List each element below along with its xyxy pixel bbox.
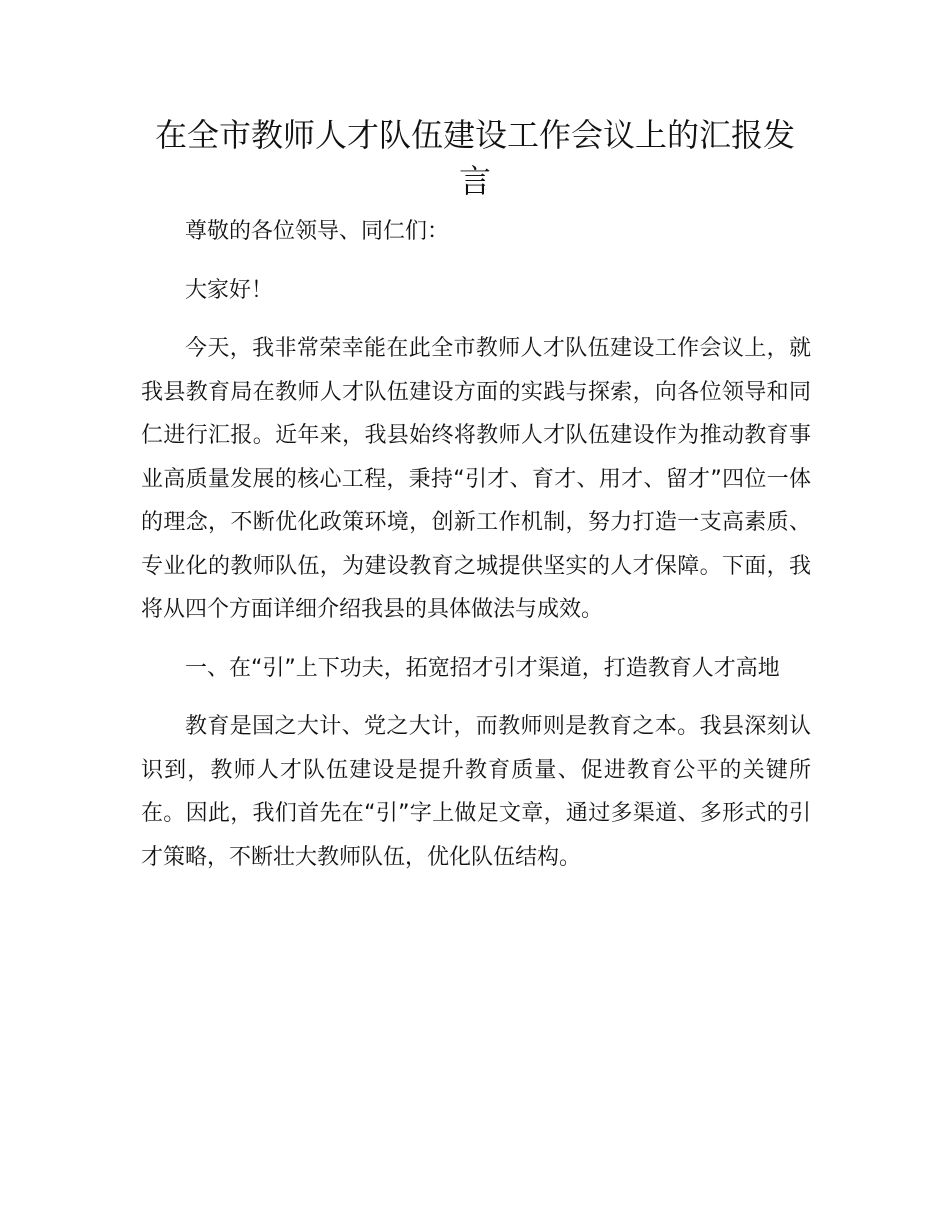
section-1-paragraph: 教育是国之大计、党之大计，而教师则是教育之本。我县深刻认识到，教师人才队伍建设是提升教育质量、促进教育公平的关键所在。因此，我们首先在“引”字上做足文章，通过多渠道、多形式的引才策略，不断壮大教师队伍，优化队伍结构。 — [141, 714, 811, 870]
salutation-paragraph: 尊敬的各位领导、同仁们： — [185, 219, 450, 244]
document-title: 在全市教师人才队伍建设工作会议上的汇报发言 — [154, 116, 795, 200]
greeting-paragraph: 大家好！ — [185, 277, 274, 303]
section-heading-1: 一、在“引”上下功夫，拓宽招才引才渠道，打造教育人才高地 — [185, 655, 780, 681]
intro-paragraph: 今天，我非常荣幸能在此全市教师人才队伍建设工作会议上，就我县教育局在教师人才队伍建设方面的实践与探索，向各位领导和同仁进行汇报。近年来，我县始终将教师人才队伍建设作为推动教育事业高质量发展的核心工程，秉持“引才、育才、用才、留才”四位一体的理念，不断优化政策环境，创新工作机制，努力打造一支高素质、专业化的教师队伍，为建设教育之城提供坚实的人才保障。下面，我将从四个方面详细介绍我县的具体做法与成效。 — [141, 336, 811, 622]
document-body — [141, 210, 811, 894]
